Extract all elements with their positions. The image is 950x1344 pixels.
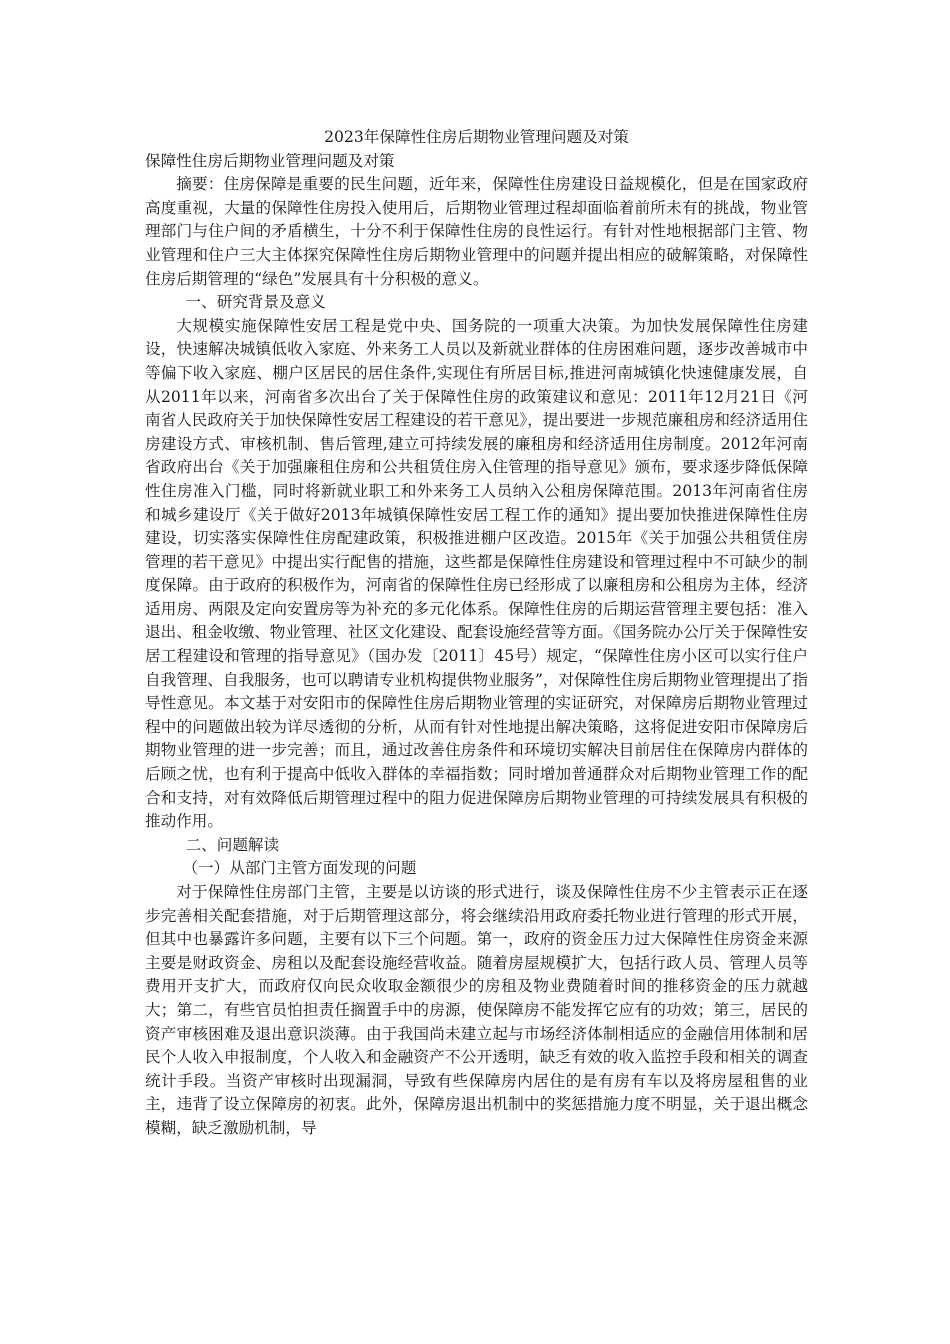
document-subtitle: 保障性住房后期物业管理问题及对策 [145,151,395,170]
subsection-heading-2-1: （一）从部门主管方面发现的问题 [182,859,417,878]
section-heading-1: 一、研究背景及意义 [185,293,326,312]
section-1-paragraph: 大规模实施保障性安居工程是党中央、国务院的一项重大决策。为加快发展保障性住房建设，快速解决城镇低收入家庭、外来务工人员以及新就业群体的住房困难问题，逐步改善城市中等偏下收入家庭、棚户区居民的居住条件,实现住有所居目标,推进河南城镇化快速健康发展，自从2011年以来，河南省多次出台了关于保障性住房的政策建议和意见：2011年12月21日《河南省人民政府关于加快保障性安居工程建设的若干意见》，提出要进一步规范廉租房和经济适用住房建设方式、审核机制、售后管理,建立可持续发展的廉租房和经济适用住房制度。2012年河南省政府出台《关于加强廉租住房和公共租赁住房入住管理的指导意见》颁布，要求逐步降低保障性住房准入门槛，同时将新就业职工和外来务工人员纳入公租房保障范围。2013年河南省住房和城乡建设厅《关于做好2013年城镇保障性安居工程工作的通知》提出要加快推进保障性住房建设，切实落实保障性住房配建政策，积极推进棚户区改造。2015年《关于加强公共租赁住房管理的若干意见》中提出实行配售的措施，这些都是保障性住房建设和管理过程中不可缺少的制度保障。由于政府的积极作为，河南省的保障性住房已经形成了以廉租房和公租房为主体，经济适用房、两限及定向安置房等为补充的多元化体系。保障性住房的后期运营管理主要包括：准入退出、租金收缴、物业管理、社区文化建设、配套设施经营等方面。《国务院办公厅关于保障性安居工程建设和管理的指导意见》（国办发〔2011〕45号）规定，“保障性住房小区可以实行住户自我管理、自我服务，也可以聘请专业机构提供物业服务”，对保障性住房后期物业管理提出了指导性意见。本文基于对安阳市的保障性住房后期物业管理的实证研究，对保障房后期物业管理过程中的问题做出较为详尽透彻的分析，从而有针对性地提出解决策略，这将促进安阳市保障房后期物业管理的进一步完善；而且，通过改善住房条件和环境切实解决目前居住在保障房内群体的后顾之忧，也有利于提高中低收入群体的幸福指数；同时增加普通群众对后期物业管理工作的配合和支持，对有效降低后期管理过程中的阻力促进保障房后期物业管理的可持续发展具有积极的推动作用。 [145,316,808,831]
document-body [145,126,808,1141]
section-heading-2: 二、问题解读 [185,835,280,854]
section-2-1-paragraph: 对于保障性住房部门主管，主要是以访谈的形式进行，谈及保障性住房不少主管表示正在逐步完善相关配套措施，对于后期管理这部分，将会继续沿用政府委托物业进行管理的形式开展，但其中也暴露许多问题，主要有以下三个问题。第一，政府的资金压力过大保障性住房资金来源主要是财政资金、房租以及配套设施经营收益。随着房屋规模扩大，包括行政人员、管理人员等费用开支扩大，而政府仅向民众收取金额很少的房租及物业费随着时间的推移资金的压力就越大；第二，有些官员怕担责任搁置手中的房源，使保障房不能发挥它应有的功效；第三，居民的资产审核困难及退出意识淡薄。由于我国尚未建立起与市场经济体制相适应的金融信用体制和居民个人收入申报制度，个人收入和金融资产不公开透明，缺乏有效的收入监控手段和相关的调查统计手段。当资产审核时出现漏洞，导致有些保障房内居住的是有房有车以及将房屋租售的业主，违背了设立保障房的初衷。此外，保障房退出机制中的奖惩措施力度不明显，关于退出概念模糊，缺乏激励机制，导 [145,883,808,1137]
document-title: 2023年保障性住房后期物业管理问题及对策 [324,128,629,146]
abstract-paragraph: 摘要：住房保障是重要的民生问题，近年来，保障性住房建设日益规模化，但是在国家政府高度重视，大量的保障性住房投入使用后，后期物业管理过程却面临着前所未有的挑战，物业管理部门与住户间的矛盾横生，十分不利于保障性住房的良性运行。有针对性地根据部门主管、物业管理和住户三大主体探究保障性住房后期物业管理中的问题并提出相应的破解策略，对保障性住房后期管理的“绿色”发展具有十分积极的意义。 [145,175,808,288]
